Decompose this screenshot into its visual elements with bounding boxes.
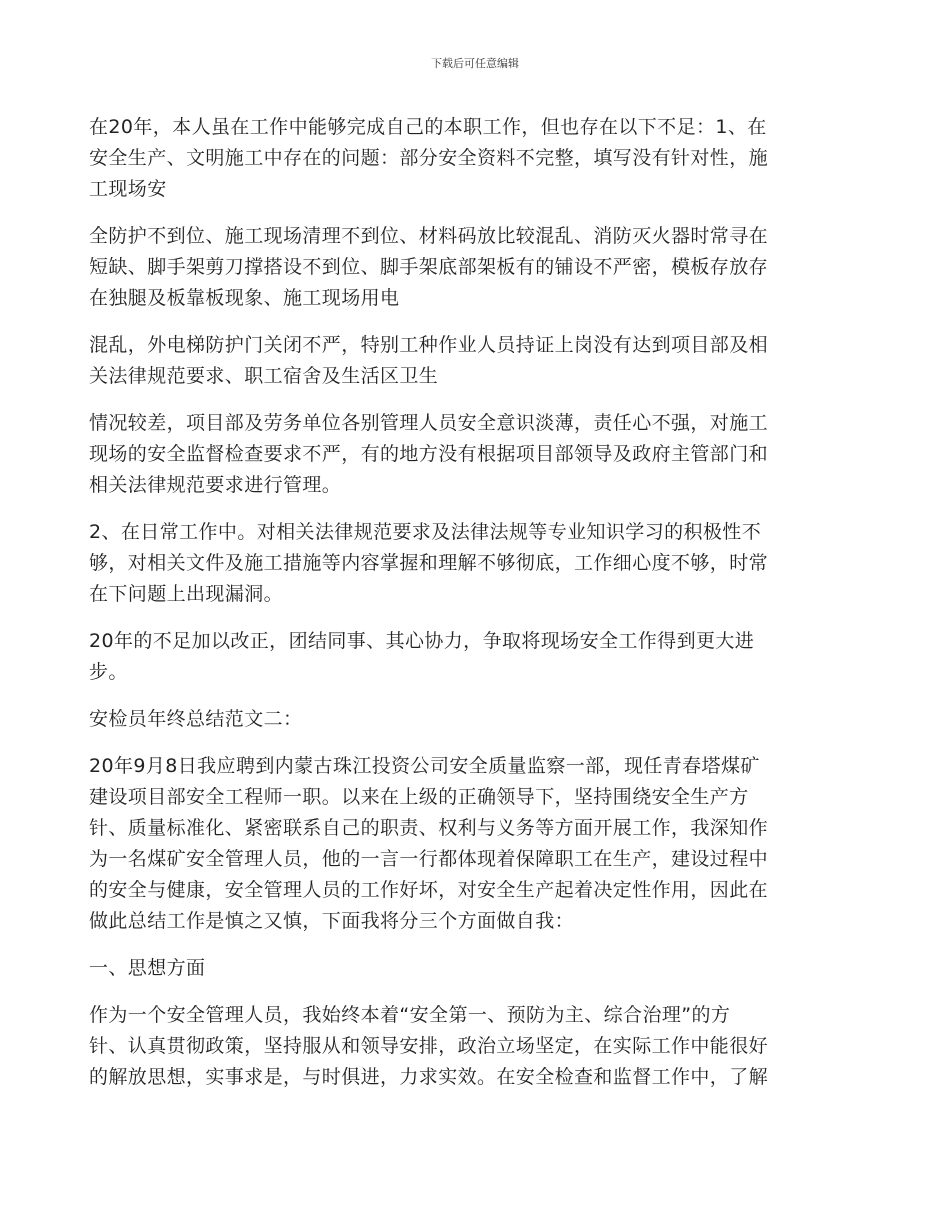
text-line: 做此总结工作是慎之又慎，下面我将分三个方面做自我：: [89, 910, 575, 932]
text-line: 情况较差，项目部及劳务单位各别管理人员安全意识淡薄，责任心不强，对施工: [89, 412, 769, 434]
text-line: 短缺、脚手架剪刀撑搭设不到位、脚手架底部架板有的铺设不严密，模板存放存: [89, 256, 769, 278]
text-line: 一、思想方面: [89, 957, 206, 979]
text-line: 的安全与健康，安全管理人员的工作好坏，对安全生产起着决定性作用，因此在: [89, 879, 769, 901]
paragraph-6: [89, 626, 864, 688]
paragraph-10: [89, 1000, 864, 1093]
text-line: 在下问题上出现漏洞。: [89, 583, 284, 605]
text-line: 安全生产、文明施工中存在的问题：部分安全资料不完整，填写没有针对性，施: [89, 147, 769, 169]
text-line: 针、认真贯彻政策，坚持服从和领导安排，政治立场坚定，在实际工作中能很好: [89, 1035, 769, 1057]
text-line: 在独腿及板靠板现象、施工现场用电: [89, 287, 400, 309]
paragraph-1: [89, 112, 864, 205]
text-line: 20年的不足加以改正，团结同事、其心协力，争取将现场安全工作得到更大进: [89, 630, 755, 652]
text-line: 2、在日常工作中。对相关法律规范要求及法律法规等专业知识学习的积极性不: [89, 521, 762, 543]
text-line: 的解放思想，实事求是，与时俱进，力求实效。在安全检查和监督工作中，了解: [89, 1066, 769, 1088]
paragraph-5: [89, 517, 864, 610]
paragraph-2: [89, 221, 864, 314]
text-line: 20年9月8日我应聘到内蒙古珠江投资公司安全质量监察一部，现任青春塔煤矿: [89, 755, 760, 777]
section-heading-thought: [89, 953, 864, 984]
text-line: 步。: [89, 661, 128, 683]
text-line: 在20年，本人虽在工作中能够完成自己的本职工作，但也存在以下不足：1、在: [89, 116, 767, 138]
section-heading-example-two: [89, 704, 864, 735]
text-line: 为一名煤矿安全管理人员，他的一言一行都体现着保障职工在生产，建设过程中: [89, 848, 769, 870]
text-line: 相关法律规范要求进行管理。: [89, 474, 342, 496]
text-line: 全防护不到位、施工现场清理不到位、材料码放比较混乱、消防灭火器时常寻在: [89, 225, 769, 247]
text-line: 作为一个安全管理人员，我始终本着“安全第一、预防为主、综合治理”的方: [89, 1004, 731, 1026]
text-line: 建设项目部安全工程师一职。以来在上级的正确领导下，坚持围绕安全生产方: [89, 786, 749, 808]
paragraph-3: [89, 330, 864, 392]
text-line: 现场的安全监督检查要求不严，有的地方没有根据项目部领导及政府主管部门和: [89, 443, 769, 465]
text-line: 关法律规范要求、职工宿舍及生活区卫生: [89, 365, 439, 387]
text-line: 安检员年终总结范文二：: [89, 708, 303, 730]
text-line: 够，对相关文件及施工措施等内容掌握和理解不够彻底，工作细心度不够，时常: [89, 552, 769, 574]
text-line: 工现场安: [89, 178, 167, 200]
page-header: 下载后可任意编辑: [431, 57, 519, 70]
paragraph-8: [89, 751, 864, 937]
text-line: 针、质量标准化、紧密联系自己的职责、权利与义务等方面开展工作，我深知作: [89, 817, 769, 839]
text-line: 混乱，外电梯防护门关闭不严，特别工种作业人员持证上岗没有达到项目部及相: [89, 334, 769, 356]
document-body: [89, 112, 864, 1109]
paragraph-4: [89, 408, 864, 501]
